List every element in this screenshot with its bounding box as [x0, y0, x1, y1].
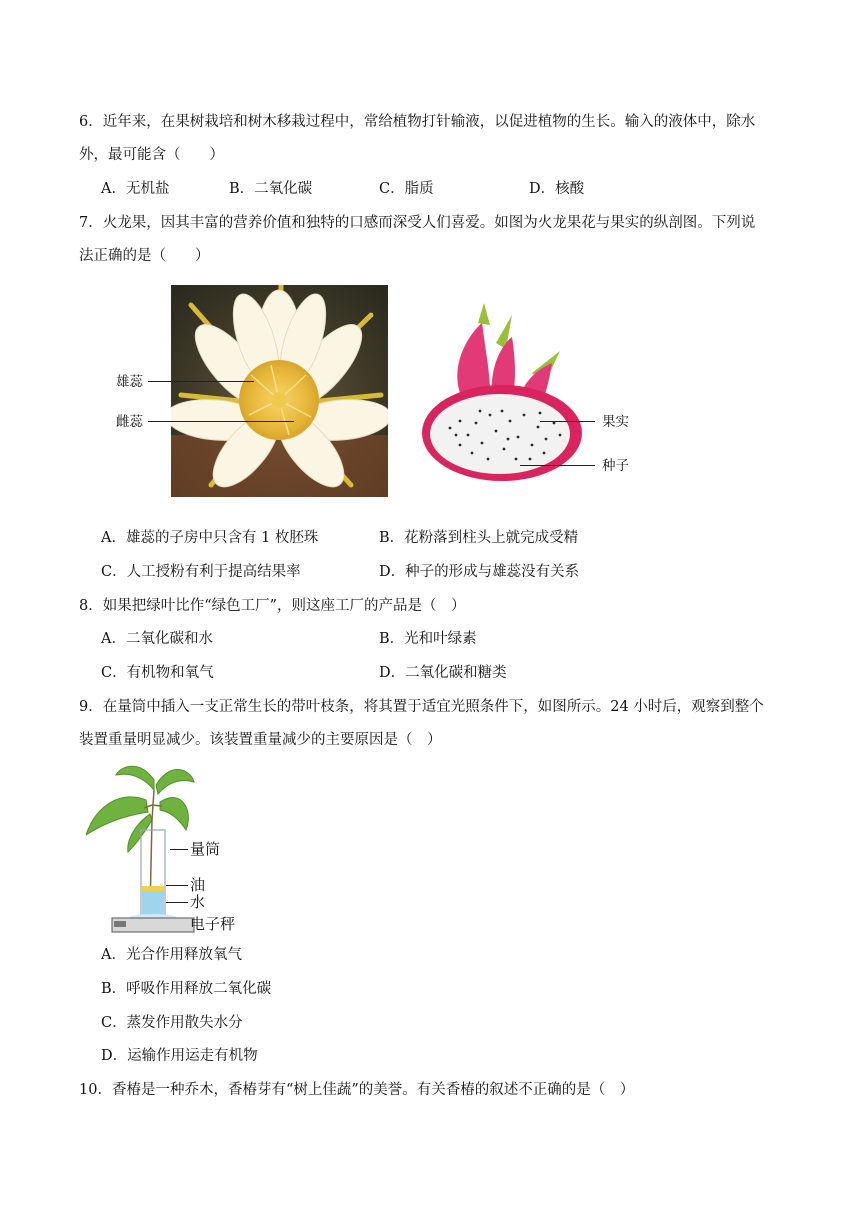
q8-option-c: C．有机物和氧气: [101, 665, 214, 681]
q8-option-d: D．二氧化碳和糖类: [379, 665, 507, 681]
q9-option-a: A．光合作用释放氧气: [101, 947, 242, 963]
water-label: 水: [190, 893, 206, 911]
q10-stem: 10．香椿是一种乔木，香椿芽有“树上佳蔬”的美誉。有关香椿的叙述不正确的是（ ）: [79, 1082, 635, 1098]
q7-option-b: B．花粉落到柱头上就完成受精: [379, 530, 579, 546]
q7-stem-line1: 7．火龙果，因其丰富的营养价值和独特的口感而深受人们喜爱。如图为火龙果花与果实的纵剖图。下列说: [79, 215, 756, 231]
scale-label: 电子秤: [190, 915, 236, 933]
q6-stem-line2: 外，最可能含（ ）: [79, 147, 224, 163]
pistil-label: 雌蕊: [116, 414, 143, 430]
q6-option-a: A．无机盐: [101, 181, 170, 197]
q7-option-c: C．人工授粉有利于提高结果率: [101, 564, 301, 580]
q6-option-c: C．脂质: [379, 181, 434, 197]
oil-leader-line: [166, 885, 188, 886]
cylinder-apparatus-image: [86, 760, 196, 935]
oil-label: 油: [190, 876, 206, 894]
stamen-label: 雄蕊: [116, 374, 143, 390]
dragon-fruit-image: [420, 303, 585, 487]
water-leader-line: [166, 902, 188, 903]
stamen-leader-line: [148, 381, 254, 382]
q9-option-d: D．运输作用运走有机物: [101, 1048, 258, 1064]
q9-option-b: B．呼吸作用释放二氧化碳: [101, 981, 272, 997]
q6-option-b: B．二氧化碳: [229, 181, 313, 197]
cylinder-leader-line: [170, 849, 188, 850]
fruit-leader-line: [540, 421, 595, 422]
seed-leader-line: [520, 465, 595, 466]
q7-option-a: A．雄蕊的子房中只含有 1 枚胚珠: [101, 530, 319, 546]
seed-label: 种子: [602, 458, 629, 474]
q8-option-b: B．光和叶绿素: [379, 631, 477, 647]
q9-stem-line1: 9．在量筒中插入一支正常生长的带叶枝条，将其置于适宜光照条件下，如图所示。24 小时后，观察到整个: [79, 699, 764, 715]
cylinder-label: 量筒: [190, 840, 221, 858]
q7-option-d: D．种子的形成与雄蕊没有关系: [379, 564, 580, 580]
pistil-leader-line: [148, 421, 294, 422]
q9-option-c: C．蒸发作用散失水分: [101, 1015, 243, 1031]
q8-option-a: A．二氧化碳和水: [101, 631, 213, 647]
fruit-label: 果实: [602, 414, 629, 430]
q8-stem: 8．如果把绿叶比作“绿色工厂”，则这座工厂的产品是（ ）: [79, 598, 466, 614]
q6-option-d: D．核酸: [529, 181, 585, 197]
q7-stem-line2: 法正确的是（ ）: [79, 248, 210, 264]
dragon-fruit-flower-image: [171, 285, 388, 497]
q6-stem-line1: 6．近年来，在果树栽培和树木移栽过程中，常给植物打针输液，以促进植物的生长。输入的液体中，除水: [79, 114, 756, 130]
q9-stem-line2: 装置重量明显减少。该装置重量减少的主要原因是（ ）: [79, 732, 442, 748]
